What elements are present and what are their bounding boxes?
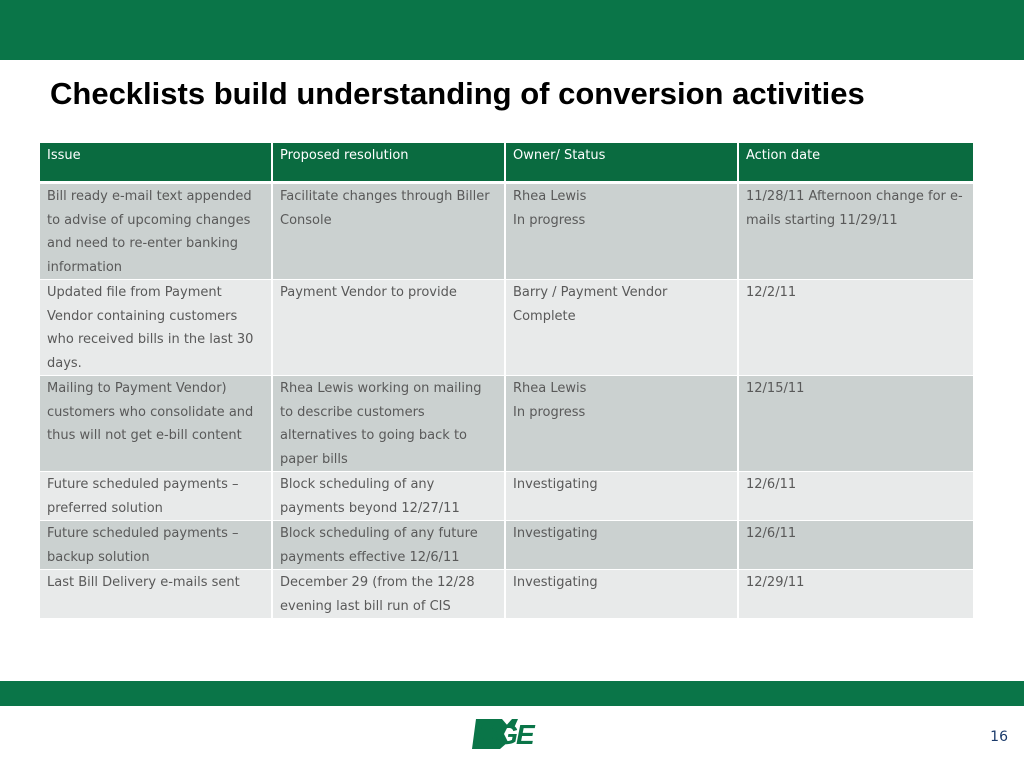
- cell-resolution: Rhea Lewis working on mailing to describe customers alternatives to going back to paper bills: [273, 376, 506, 472]
- cell-owner-status: [506, 376, 739, 472]
- cell-owner: Investigating: [513, 575, 598, 590]
- cell-owner-status: [506, 570, 739, 619]
- cell-action-date: 12/6/11: [739, 521, 973, 570]
- header-issue: Issue: [40, 143, 273, 184]
- table-header-row: [40, 143, 973, 184]
- cell-issue: Bill ready e-mail text appended to advise of upcoming changes and need to re-enter banking information: [40, 184, 273, 280]
- table-row: [40, 570, 973, 619]
- cell-action-date: 12/29/11: [739, 570, 973, 619]
- cell-resolution: Facilitate changes through Biller Console: [273, 184, 506, 280]
- cell-action-date: 11/28/11 Afternoon change for e-mails starting 11/29/11: [739, 184, 973, 280]
- cell-owner: Investigating: [513, 477, 598, 492]
- checklist-table: [40, 143, 973, 619]
- cell-owner-status: [506, 280, 739, 376]
- table-row: [40, 376, 973, 472]
- cell-owner: Rhea Lewis: [513, 381, 587, 396]
- logo-text: BGE: [478, 719, 533, 750]
- cell-owner: Investigating: [513, 526, 598, 541]
- cell-owner-status: [506, 521, 739, 570]
- top-brand-bar: [0, 0, 1024, 60]
- cell-owner: Rhea Lewis: [513, 189, 587, 204]
- cell-status: Complete: [513, 308, 576, 324]
- header-action-date: Action date: [739, 143, 973, 184]
- bottom-brand-bar: [0, 681, 1024, 706]
- table-row: [40, 521, 973, 570]
- header-proposed-resolution: Proposed resolution: [273, 143, 506, 184]
- cell-resolution: Payment Vendor to provide: [273, 280, 506, 376]
- cell-action-date: 12/2/11: [739, 280, 973, 376]
- cell-resolution: Block scheduling of any payments beyond 12/27/11: [273, 472, 506, 521]
- cell-action-date: 12/6/11: [739, 472, 973, 521]
- page-number: 16: [990, 729, 1008, 745]
- cell-issue: Mailing to Payment Vendor) customers who consolidate and thus will not get e-bill content: [40, 376, 273, 472]
- cell-status: In progress: [513, 404, 586, 420]
- cell-owner-status: [506, 184, 739, 280]
- cell-issue: Last Bill Delivery e-mails sent: [40, 570, 273, 619]
- cell-issue: Future scheduled payments – backup solution: [40, 521, 273, 570]
- slide-title: Checklists build understanding of conversion activities: [50, 76, 865, 111]
- cell-resolution: Block scheduling of any future payments effective 12/6/11: [273, 521, 506, 570]
- cell-owner: Barry / Payment Vendor: [513, 285, 668, 300]
- table-row: [40, 280, 973, 376]
- cell-resolution: December 29 (from the 12/28 evening last bill run of CIS: [273, 570, 506, 619]
- table-row: [40, 472, 973, 521]
- cell-action-date: 12/15/11: [739, 376, 973, 472]
- bge-logo: [472, 714, 560, 754]
- table-row: [40, 184, 973, 280]
- cell-owner-status: [506, 472, 739, 521]
- cell-issue: Updated file from Payment Vendor containing customers who received bills in the last 30 days.: [40, 280, 273, 376]
- cell-status: In progress: [513, 212, 586, 228]
- cell-issue: Future scheduled payments – preferred solution: [40, 472, 273, 521]
- header-owner-status: Owner/ Status: [506, 143, 739, 184]
